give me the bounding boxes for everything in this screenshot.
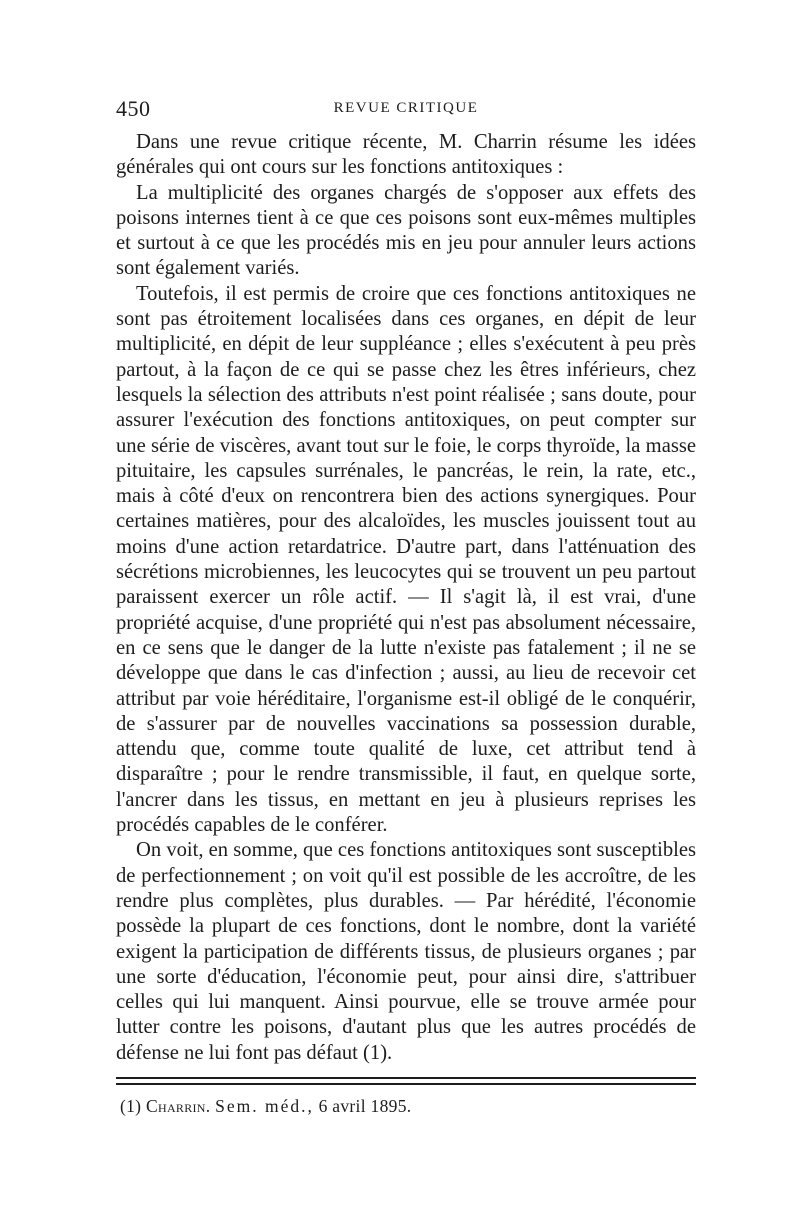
paragraph-1: Dans une revue critique récente, M. Charrin résume les idées générales qui ont cours sur les fonctions antitoxiques :	[116, 131, 696, 179]
footnote-author: Charrin.	[146, 1096, 211, 1116]
paragraph-2: La multiplicité des organes chargés de s'opposer aux effets des poisons internes tient à ce que ces poisons sont eux-mêmes multiples et surtout à ce que les procédés mis en jeu pour annuler leurs actions sont également variés.	[116, 181, 696, 280]
footnote-divider-top	[116, 1077, 696, 1079]
paragraph-3: Toutefois, il est permis de croire que ces fonctions antitoxiques ne sont pas étroitement localisées dans ces organes, en dépit de leur multiplicité, en dépit de leur suppléance ; elles s'exécutent à peu près partout, à la façon de ce qui se passe chez les êtres inférieurs, chez lesquels la sélection des attributs n'est point réalisée ; sans doute, pour assurer l'exécution des fonctions antitoxiques, on peut compter sur une série de viscères, avant tout sur le foie, le corps thyroïde, la masse pituitaire, les capsules surrénales, le pancréas, le rein, la rate, etc., mais à côté d'eux on rencontrera bien des actions synergiques. Pour certaines matières, pour des alcaloïdes, les muscles jouissent tout au moins d'une action retardatrice. D'autre part, dans l'atténuation des sécrétions microbiennes, les leucocytes qui se trouvent un peu partout paraissent exercer un rôle actif. — Il s'agit là, il est vrai, d'une propriété acquise, d'une propriété qui n'est pas absolument nécessaire, en ce sens que le danger de la lutte n'existe pas fatalement ; il ne se développe que dans le cas d'infection ; aussi, au lieu de recevoir cet attribut par voie héréditaire, l'organisme est-il obligé de le conquérir, de s'assurer par de nouvelles vaccinations sa possession durable, attendu que, comme toute qualité de luxe, cet attribut tend à disparaître ; pour le rendre transmissible, il faut, en quelque sorte, l'ancrer dans les tissus, en mettant en jeu à plusieurs reprises les procédés capables de le conférer.	[116, 282, 696, 837]
footnote-divider-bottom	[116, 1083, 696, 1085]
page-number: 450	[116, 96, 151, 121]
footnote-marker: (1)	[120, 1096, 142, 1116]
footnote-date: 6 avril 1895.	[318, 1096, 412, 1116]
paragraph-4: On voit, en somme, que ces fonctions antitoxiques sont susceptibles de perfectionnement ; on voit qu'il est possible de les accroître, de les rendre plus complètes, plus durables. — Par hérédité, l'économie possède la plupart de ces fonctions, dont le nombre, dont la variété exigent la participation de différents tissus, de plusieurs organes ; par une sorte d'éducation, l'économie peut, pour ainsi dire, s'attribuer celles qui lui manquent. Ainsi pourvue, elle se trouve armée pour lutter contre les poisons, d'autant plus que les autres procédés de défense ne lui font pas défaut (1).	[116, 839, 696, 1064]
running-title: REVUE CRITIQUE	[333, 100, 479, 116]
footnote-journal: Sem. méd.,	[215, 1096, 314, 1116]
page-header	[116, 96, 696, 124]
footnote	[120, 1096, 696, 1117]
body-text	[116, 130, 696, 1066]
